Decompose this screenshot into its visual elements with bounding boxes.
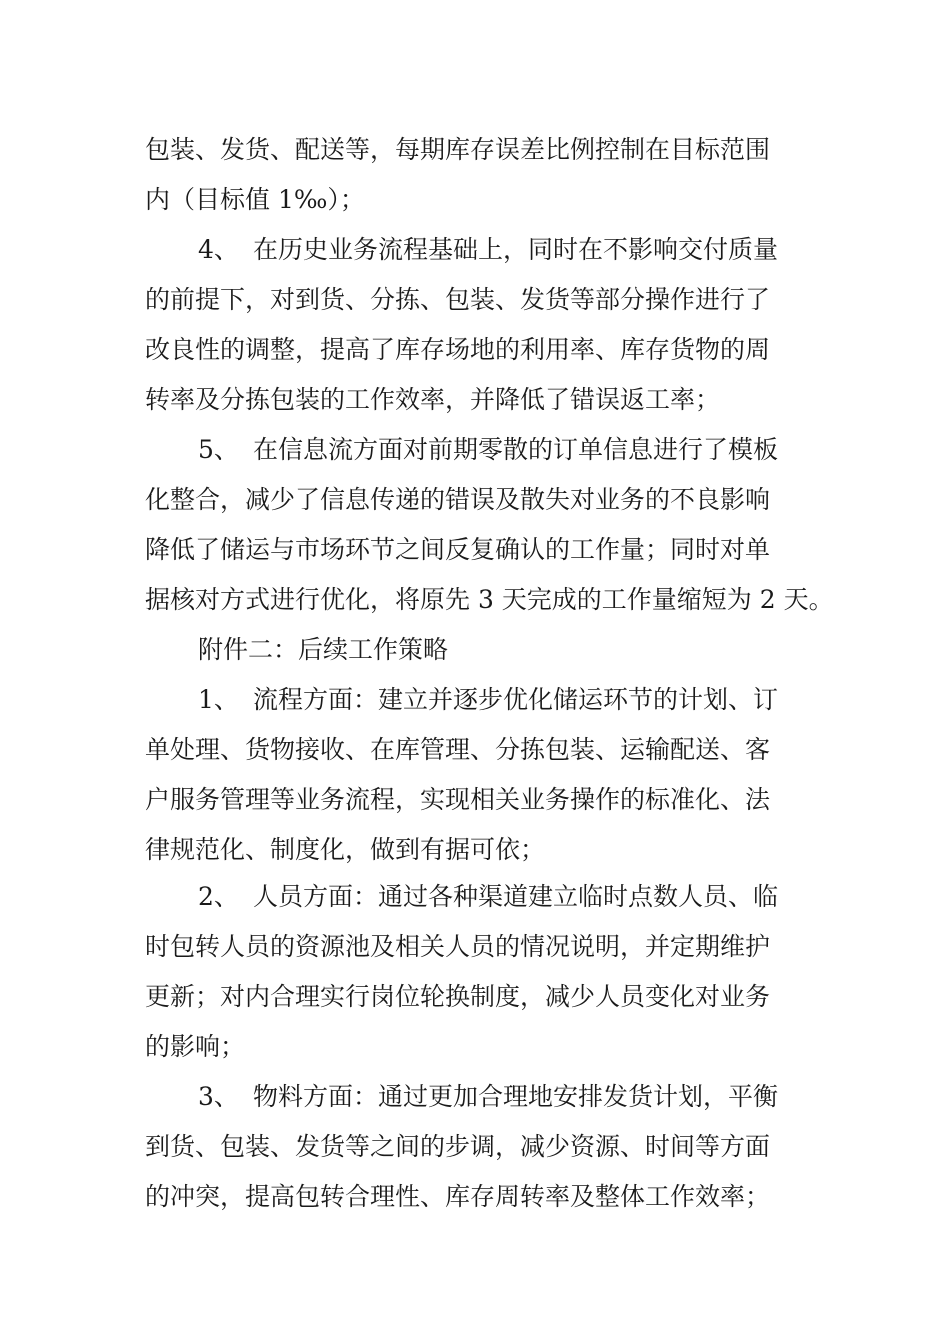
- line-text: 降低了储运与市场环节之间反复确认的工作量；同时对单: [145, 535, 771, 564]
- item-number: 1、: [198, 685, 239, 714]
- line-text: 律规范化、制度化，做到有据可依；: [145, 835, 546, 864]
- line-text: 更新；对内合理实行岗位轮换制度，减少人员变化对业务: [145, 982, 771, 1011]
- line-text: 人员方面：通过各种渠道建立临时点数人员、临: [253, 882, 779, 911]
- line-text: 的冲突，提高包转合理性、库存周转率及整体工作效率；: [145, 1182, 771, 1211]
- item-number: 2、: [198, 882, 239, 911]
- line-text: 物料方面：通过更加合理地安排发货计划，平衡: [253, 1082, 779, 1111]
- line-text: 据核对方式进行优化，将原先 3 天完成的工作量缩短为 2 天。: [145, 585, 834, 614]
- line-text: 内（目标值 1‰）；: [145, 185, 365, 214]
- item-number: 4、: [198, 235, 239, 264]
- line-text: 的前提下，对到货、分拣、包装、发货等部分操作进行了: [145, 285, 771, 314]
- line-text: 流程方面：建立并逐步优化储运环节的计划、订: [253, 685, 779, 714]
- line-text: 在历史业务流程基础上，同时在不影响交付质量: [253, 235, 779, 264]
- item-number: 3、: [198, 1082, 239, 1111]
- line-text: 包装、发货、配送等，每期库存误差比例控制在目标范围: [145, 135, 771, 164]
- line-text: 化整合，减少了信息传递的错误及散失对业务的不良影响: [145, 485, 771, 514]
- line-text: 的影响；: [145, 1032, 246, 1061]
- line-text: 在信息流方面对前期零散的订单信息进行了模板: [253, 435, 779, 464]
- line-text: 户服务管理等业务流程，实现相关业务操作的标准化、法: [145, 785, 771, 814]
- line-text: 附件二：后续工作策略: [198, 635, 449, 664]
- line-text: 转率及分拣包装的工作效率，并降低了错误返工率；: [145, 385, 721, 414]
- line-text: 到货、包装、发货等之间的步调，减少资源、时间等方面: [145, 1132, 771, 1161]
- line-text: 改良性的调整，提高了库存场地的利用率、库存货物的周: [145, 335, 771, 364]
- item-number: 5、: [198, 435, 239, 464]
- line-text: 时包转人员的资源池及相关人员的情况说明，并定期维护: [145, 932, 771, 961]
- line-text: 单处理、货物接收、在库管理、分拣包装、运输配送、客: [145, 735, 771, 764]
